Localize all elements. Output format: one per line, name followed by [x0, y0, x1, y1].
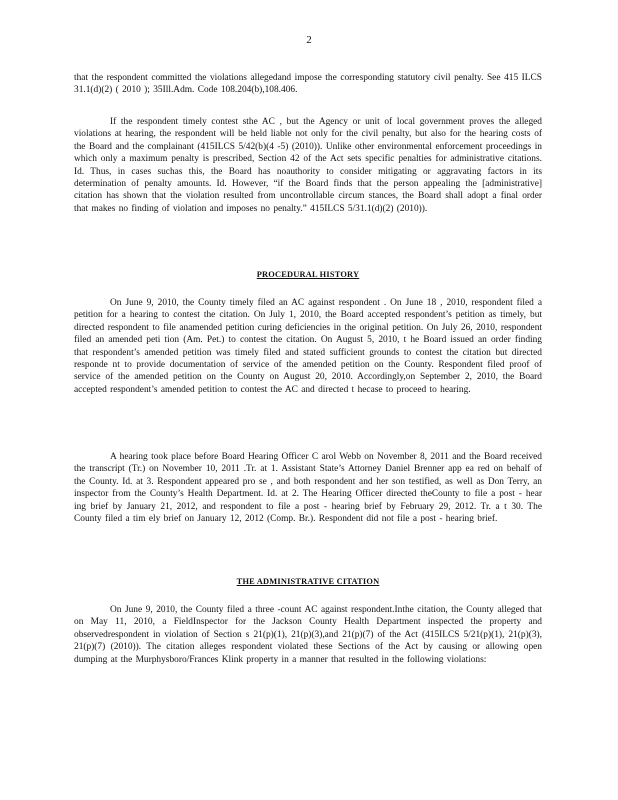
paragraph-hearing: A hearing took place before Board Hearing Officer C arol Webb on November 8, 2011 and the Board received the transcript (Tr.) on November 10, 2011 .Tr. at 1. Assistant State’s Attorney Daniel Brenner app ea red on behalf of the County. Id. at 3. Respondent appeared pro se , and both respondent and her son testified, as well as Don Terry, an inspector from the County’s Health Department. Id. at 2. The Hearing Officer directed theCounty to file a post - hear ing brief by January 21, 2012, and respondent to file a post - hearing brief by February 29, 2012. Tr. a t 30. The County filed a tim ely brief on January 12, 2012 (Comp. Br.). Respondent did not file a post - hearing brief. — [74, 452, 542, 525]
paragraph-contest-hearing: If the respondent timely contest sthe AC , but the Agency or unit of local government proves the alleged violations at hearing, the respondent will be held liable not only for the civil penalty, but also for the hearing costs of the Board and the complainant (415ILCS 5/42(b)(4 -5) (2010)). Unlike other environmental enforcement proceedings in which only a maximum penalty is prescribed, Section 42 of the Act sets specific penalties for administrative citations. Id. Thus, in cases suchas this, the Board has noauthority to consider mitigating or aggravating factors in its determination of penalty amounts. Id. However, “if the Board finds that the person appealing the [administrative] citation has shown that the violation resulted from uncontrollable circum stances, the Board shall adopt a final order that makes no finding of violation and imposes no penalty.” 415ILCS 5/31.1(d)(2) (2010)). — [74, 117, 542, 214]
heading-procedural-history — [74, 270, 542, 279]
paragraph-penalty-intro: that the respondent committed the violations allegedand impose the corresponding statutory civil penalty. See 415 ILCS 31.1(d)(2) ( 2010 ); 35Ill.Adm. Code 108.204(b),108.406. — [74, 73, 542, 96]
paragraph-procedural-history: On June 9, 2010, the County timely filed an AC against respondent . On June 18 , 2010, respondent filed a petition for a hearing to contest the citation. On July 1, 2010, the Board accepted respondent’s petition as timely, but directed respondent to file anamended petition curing deficiencies in the original petition. On July 26, 2010, respondent filed an amended peti tion (Am. Pet.) to contest the citation. On August 5, 2010, t he Board issued an order finding that respondent’s amended petition was timely filed and stated sufficient grounds to contest the citation but directed responde nt to provide documentation of service of the amended petition on the County. Respondent filed proof of service of the amended petition on the County on August 20, 2010. Accordingly,on September 2, 2010, the Board accepted respondent’s amended petition to contest the AC and directed t hecase to proceed to hearing. — [74, 298, 542, 395]
page-number: 2 — [306, 34, 312, 46]
heading-administrative-citation — [74, 577, 542, 586]
paragraph-citation: On June 9, 2010, the County filed a three -count AC against respondent.Inthe citation, the County alleged that on May 11, 2010, a FieldInspector for the Jackson County Health Department inspected the property and observedrespondent in violation of Section s 21(p)(1), 21(p)(3),and 21(p)(7) of the Act (415ILCS 5/21(p)(1), 21(p)(3), 21(p)(7) (2010)). The citation alleges respondent violated these Sections of the Act by causing or allowing open dumping at the Murphysboro/Frances Klink property in a manner that resulted in the following violations: — [74, 605, 542, 665]
heading-administrative-citation-text: THE ADMINISTRATIVE CITATION — [236, 577, 380, 586]
heading-procedural-history-text: PROCEDURAL HISTORY — [256, 270, 360, 279]
